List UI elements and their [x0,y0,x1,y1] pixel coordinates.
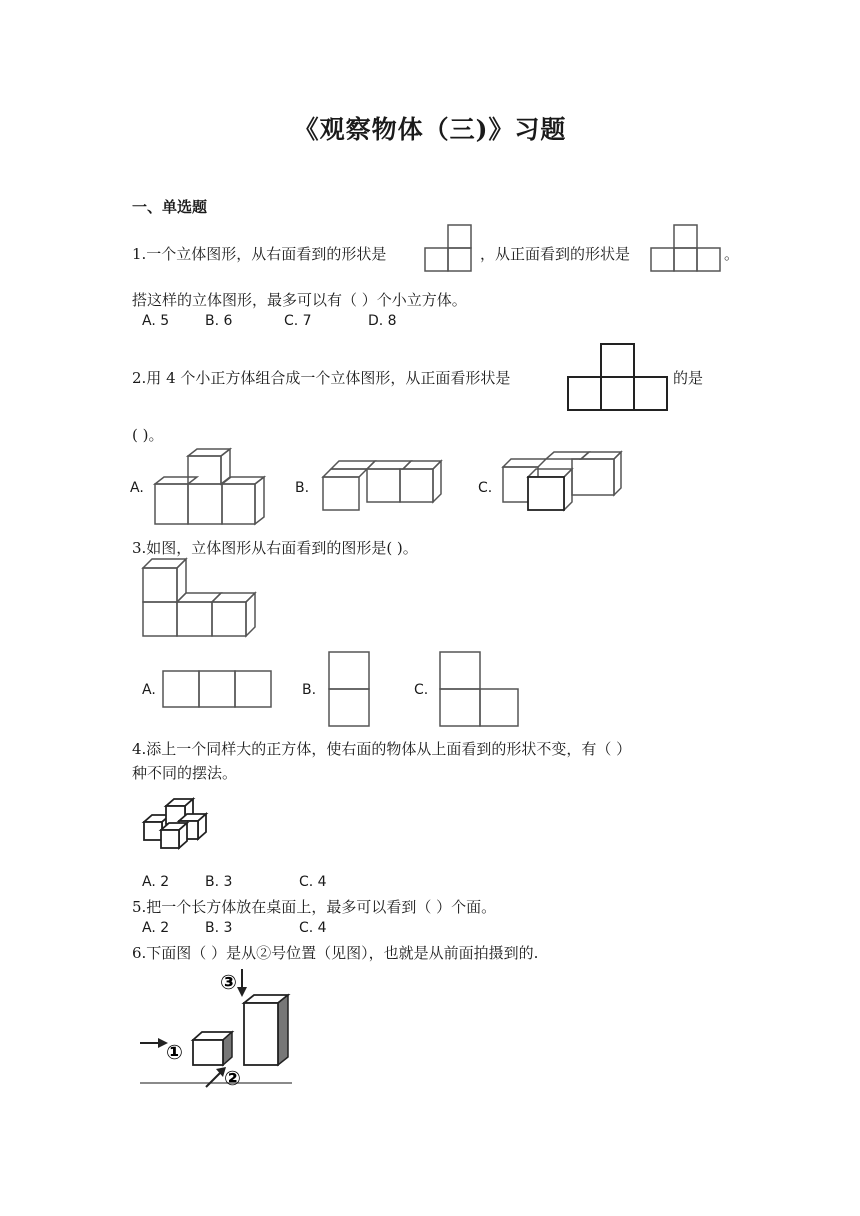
q3-text: 3.如图，立体图形从右面看到的图形是( )。 [132,539,418,557]
q1-text-b: ，从正面看到的形状是 [480,245,631,263]
q2-option-a[interactable]: A. [130,480,144,496]
q4-option-b[interactable]: B. 3 [205,874,233,890]
q1-option-b[interactable]: B. 6 [205,313,233,329]
q1-right-view-figure [424,224,474,274]
section-heading: 一、单选题 [132,198,208,216]
q3-option-b-figure[interactable] [327,650,371,730]
q4-line2: 种不同的摆法。 [132,764,238,782]
q3-solid-figure [140,558,262,640]
q1-text-c: 。 [724,245,740,263]
q2-option-c[interactable]: C. [478,480,493,496]
q3-option-a-figure[interactable] [162,669,274,711]
q4-option-c[interactable]: C. 4 [299,874,327,890]
q6-label-1: ① [166,1040,183,1064]
q1-text-d: 搭这样的立体图形，最多可以有（ ）个小立方体。 [132,291,467,309]
q1-front-view-figure [650,224,722,274]
q2-front-view-figure [567,342,671,414]
q3-option-c[interactable]: C. [414,682,429,698]
q2-text-b: 的是 [673,369,704,387]
q5-option-b[interactable]: B. 3 [205,920,233,936]
q1-text-a: 1.一个立体图形，从右面看到的形状是 [132,245,387,263]
q1-option-d[interactable]: D. 8 [368,313,397,329]
q4-option-a[interactable]: A. 2 [142,874,170,890]
q2-text-c: ( )。 [132,426,164,444]
q5-text: 5.把一个长方体放在桌面上，最多可以看到（ ）个面。 [132,898,497,916]
q5-option-c[interactable]: C. 4 [299,920,327,936]
q6-label-2: ② [224,1066,241,1090]
q3-option-b[interactable]: B. [302,682,317,698]
q1-option-c[interactable]: C. 7 [284,313,312,329]
q4-line1: 4.添上一个同样大的正方体，使右面的物体从上面看到的形状不变，有（ ） [132,740,632,758]
q3-option-a[interactable]: A. [142,682,156,698]
q3-option-c-figure[interactable] [438,650,522,730]
q6-text: 6.下面图（ ）是从②号位置（见图），也就是从前面拍摄到的. [132,944,539,962]
q2-option-b-figure[interactable] [322,460,444,512]
q6-scene-figure [136,965,296,1089]
q5-option-a[interactable]: A. 2 [142,920,170,936]
q2-option-a-figure[interactable] [150,448,270,530]
q2-option-c-figure[interactable] [500,457,624,515]
q2-option-b[interactable]: B. [295,480,310,496]
q2-text-a: 2.用 4 个小正方体组合成一个立体图形，从正面看形状是 [132,369,511,387]
q4-solid-figure [140,796,220,854]
q6-label-3: ③ [220,970,237,994]
page-title: 《观察物体（三)》习题 [293,115,567,144]
q1-option-a[interactable]: A. 5 [142,313,170,329]
